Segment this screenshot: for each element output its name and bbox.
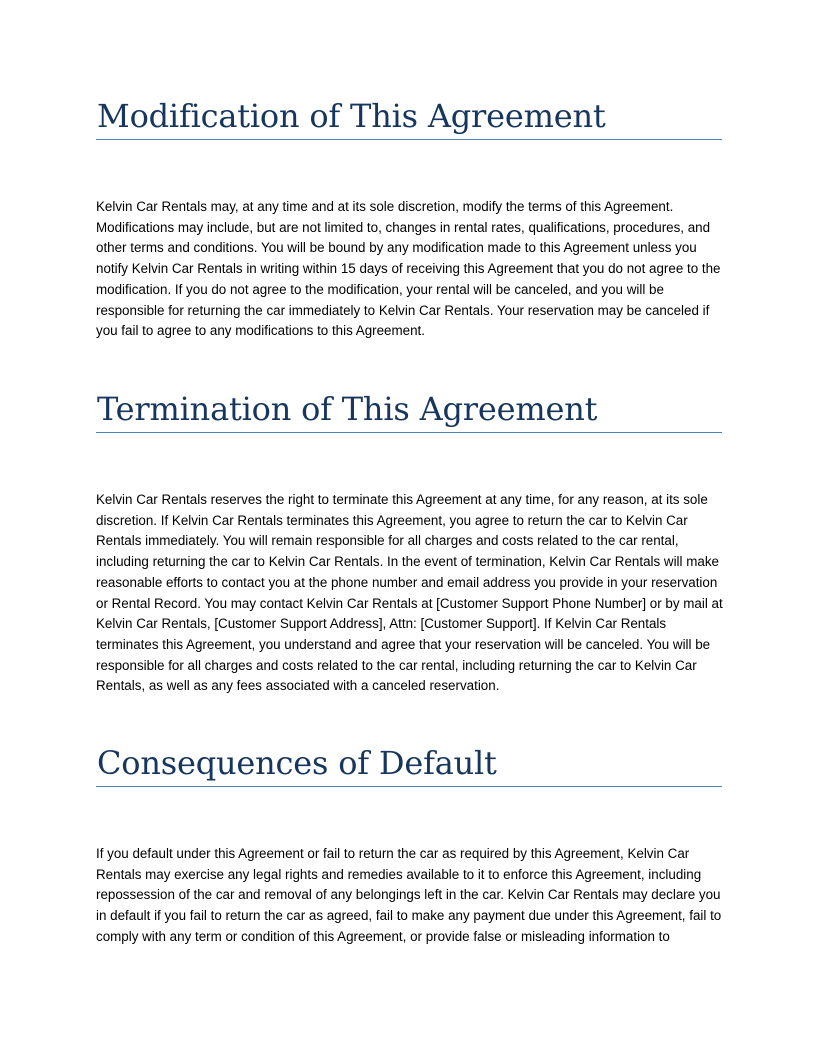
section-heading: Termination of This Agreement	[96, 390, 722, 433]
section-termination	[96, 390, 723, 694]
section-body: Kelvin Car Rentals reserves the right to terminate this Agreement at any time, for any reason, at its sole discretion. If Kelvin Car Rentals terminates this Agreement, you agree to return the car to Kelvin Car Rentals immediately. You will remain responsible for all charges and costs related to the car rental, including returning the car to Kelvin Car Rentals. In the event of termination, Kelvin Car Rentals will make reasonable efforts to contact you at the phone number and email address you provide in your reservation or Rental Record. You may contact Kelvin Car Rentals at [Customer Support Phone Number] or by mail at Kelvin Car Rentals, [Customer Support Address], Attn: [Customer Support]. If Kelvin Car Rentals terminates this Agreement, you understand and agree that your reservation will be canceled. You will be responsible for all charges and costs related to the car rental, including returning the car to Kelvin Car Rentals, as well as any fees associated with a canceled reservation.	[96, 492, 723, 694]
section-modification	[96, 97, 722, 339]
section-heading: Modification of This Agreement	[96, 97, 722, 140]
section-consequences-of-default	[96, 744, 722, 944]
section-body: If you default under this Agreement or fail to return the car as required by this Agreement, Kelvin Car Rentals may exercise any legal rights and remedies available to it to enforce this Agreement, including repossession of the car and removal of any belongings left in the car. Kelvin Car Rentals may declare you in default if you fail to return the car as agreed, fail to make any payment due under this Agreement, fail to comply with any term or condition of this Agreement, or provide false or misleading information to	[96, 846, 722, 944]
section-heading: Consequences of Default	[96, 744, 722, 787]
section-body: Kelvin Car Rentals may, at any time and at its sole discretion, modify the terms of this Agreement. Modifications may include, but are not limited to, changes in rental rates, qualifications, procedures, and other terms and conditions. You will be bound by any modification made to this Agreement unless you notify Kelvin Car Rentals in writing within 15 days of receiving this Agreement that you do not agree to the modification. If you do not agree to the modification, your rental will be canceled, and you will be responsible for returning the car immediately to Kelvin Car Rentals. Your reservation may be canceled if you fail to agree to any modifications to this Agreement.	[96, 199, 721, 339]
